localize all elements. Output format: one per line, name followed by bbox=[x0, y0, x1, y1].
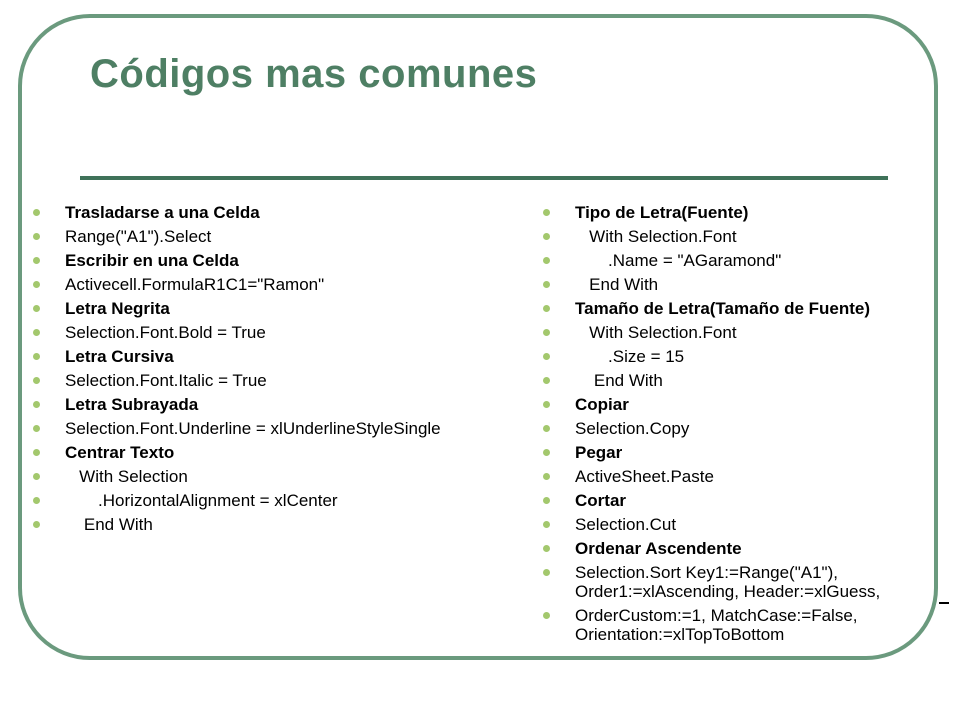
title-divider bbox=[80, 176, 888, 180]
bullet-dot-icon bbox=[543, 209, 550, 216]
bullet-dot-icon bbox=[33, 521, 40, 528]
left-column-list bbox=[28, 203, 518, 539]
bullet-text: Pegar bbox=[575, 443, 623, 462]
bullet-text: Copiar bbox=[575, 395, 629, 414]
bullet-dot-icon bbox=[543, 449, 550, 456]
bullet-item bbox=[28, 419, 518, 438]
bullet-item bbox=[538, 275, 938, 294]
bullet-dot-icon bbox=[33, 377, 40, 384]
bullet-item bbox=[28, 227, 518, 246]
bullet-item bbox=[538, 419, 938, 438]
bullet-dot-icon bbox=[543, 305, 550, 312]
bullet-text: Escribir en una Celda bbox=[65, 251, 239, 270]
bullet-dot-icon bbox=[543, 425, 550, 432]
bullet-item bbox=[28, 443, 518, 462]
bullet-text: Selection.Sort Key1:=Range("A1"), Order1:=xlAscending, Header:=xlGuess, bbox=[575, 563, 881, 601]
bullet-text: Tamaño de Letra(Tamaño de Fuente) bbox=[575, 299, 871, 318]
right-column-list bbox=[538, 203, 938, 649]
bullet-text: End With bbox=[575, 371, 663, 390]
bullet-item bbox=[538, 443, 938, 462]
bullet-dot-icon bbox=[543, 377, 550, 384]
bullet-dot-icon bbox=[33, 209, 40, 216]
bullet-dot-icon bbox=[33, 353, 40, 360]
bullet-text: Range("A1").Select bbox=[65, 227, 212, 246]
bullet-dot-icon bbox=[543, 281, 550, 288]
bullet-item bbox=[28, 395, 518, 414]
bullet-dot-icon bbox=[33, 233, 40, 240]
stray-dash-mark bbox=[939, 602, 949, 604]
bullet-text: Letra Subrayada bbox=[65, 395, 199, 414]
bullet-text: OrderCustom:=1, MatchCase:=False, Orientation:=xlTopToBottom bbox=[575, 606, 863, 644]
bullet-dot-icon bbox=[543, 257, 550, 264]
bullet-dot-icon bbox=[33, 281, 40, 288]
bullet-item bbox=[28, 203, 518, 222]
bullet-text: End With bbox=[65, 515, 153, 534]
bullet-text: .HorizontalAlignment = xlCenter bbox=[65, 491, 338, 510]
bullet-text: End With bbox=[575, 275, 659, 294]
bullet-text: Letra Cursiva bbox=[65, 347, 174, 366]
bullet-item bbox=[538, 227, 938, 246]
bullet-item bbox=[538, 323, 938, 342]
bullet-dot-icon bbox=[33, 497, 40, 504]
bullet-dot-icon bbox=[543, 545, 550, 552]
bullet-text: Letra Negrita bbox=[65, 299, 170, 318]
bullet-dot-icon bbox=[33, 449, 40, 456]
bullet-text: .Size = 15 bbox=[575, 347, 685, 366]
bullet-text: Centrar Texto bbox=[65, 443, 175, 462]
bullet-dot-icon bbox=[543, 233, 550, 240]
bullet-item bbox=[28, 491, 518, 510]
bullet-item bbox=[28, 251, 518, 270]
bullet-text: Trasladarse a una Celda bbox=[65, 203, 260, 222]
bullet-text: Selection.Font.Underline = xlUnderlineStyleSingle bbox=[65, 419, 441, 438]
bullet-item bbox=[28, 515, 518, 534]
bullet-item bbox=[538, 467, 938, 486]
bullet-item bbox=[28, 323, 518, 342]
bullet-dot-icon bbox=[33, 473, 40, 480]
bullet-item bbox=[538, 395, 938, 414]
bullet-text: Cortar bbox=[575, 491, 627, 510]
bullet-dot-icon bbox=[33, 425, 40, 432]
bullet-item bbox=[538, 563, 938, 601]
bullet-item bbox=[538, 539, 938, 558]
bullet-dot-icon bbox=[33, 329, 40, 336]
bullet-text: Ordenar Ascendente bbox=[575, 539, 742, 558]
bullet-item bbox=[538, 347, 938, 366]
bullet-item bbox=[28, 347, 518, 366]
bullet-item bbox=[538, 299, 938, 318]
bullet-text: Tipo de Letra(Fuente) bbox=[575, 203, 749, 222]
bullet-text: Selection.Cut bbox=[575, 515, 677, 534]
bullet-item bbox=[538, 203, 938, 222]
bullet-text: Selection.Font.Italic = True bbox=[65, 371, 267, 390]
bullet-text: Selection.Copy bbox=[575, 419, 690, 438]
bullet-item bbox=[538, 491, 938, 510]
bullet-dot-icon bbox=[543, 473, 550, 480]
bullet-dot-icon bbox=[543, 401, 550, 408]
bullet-item bbox=[538, 606, 938, 644]
slide-title: Códigos mas comunes bbox=[90, 52, 538, 96]
bullet-item bbox=[28, 371, 518, 390]
bullet-text: With Selection.Font bbox=[575, 323, 737, 342]
bullet-dot-icon bbox=[33, 305, 40, 312]
bullet-item bbox=[28, 299, 518, 318]
bullet-text: With Selection.Font bbox=[575, 227, 737, 246]
bullet-text: Activecell.FormulaR1C1="Ramon" bbox=[65, 275, 325, 294]
bullet-dot-icon bbox=[543, 353, 550, 360]
bullet-dot-icon bbox=[543, 497, 550, 504]
bullet-dot-icon bbox=[543, 569, 550, 576]
bullet-item bbox=[28, 275, 518, 294]
bullet-text: Selection.Font.Bold = True bbox=[65, 323, 266, 342]
bullet-dot-icon bbox=[33, 401, 40, 408]
bullet-item bbox=[538, 515, 938, 534]
bullet-text: .Name = "AGaramond" bbox=[575, 251, 782, 270]
bullet-item bbox=[538, 251, 938, 270]
bullet-dot-icon bbox=[543, 612, 550, 619]
bullet-item bbox=[538, 371, 938, 390]
bullet-text: ActiveSheet.Paste bbox=[575, 467, 714, 486]
bullet-text: With Selection bbox=[65, 467, 188, 486]
bullet-item bbox=[28, 467, 518, 486]
bullet-dot-icon bbox=[543, 329, 550, 336]
bullet-dot-icon bbox=[543, 521, 550, 528]
bullet-dot-icon bbox=[33, 257, 40, 264]
